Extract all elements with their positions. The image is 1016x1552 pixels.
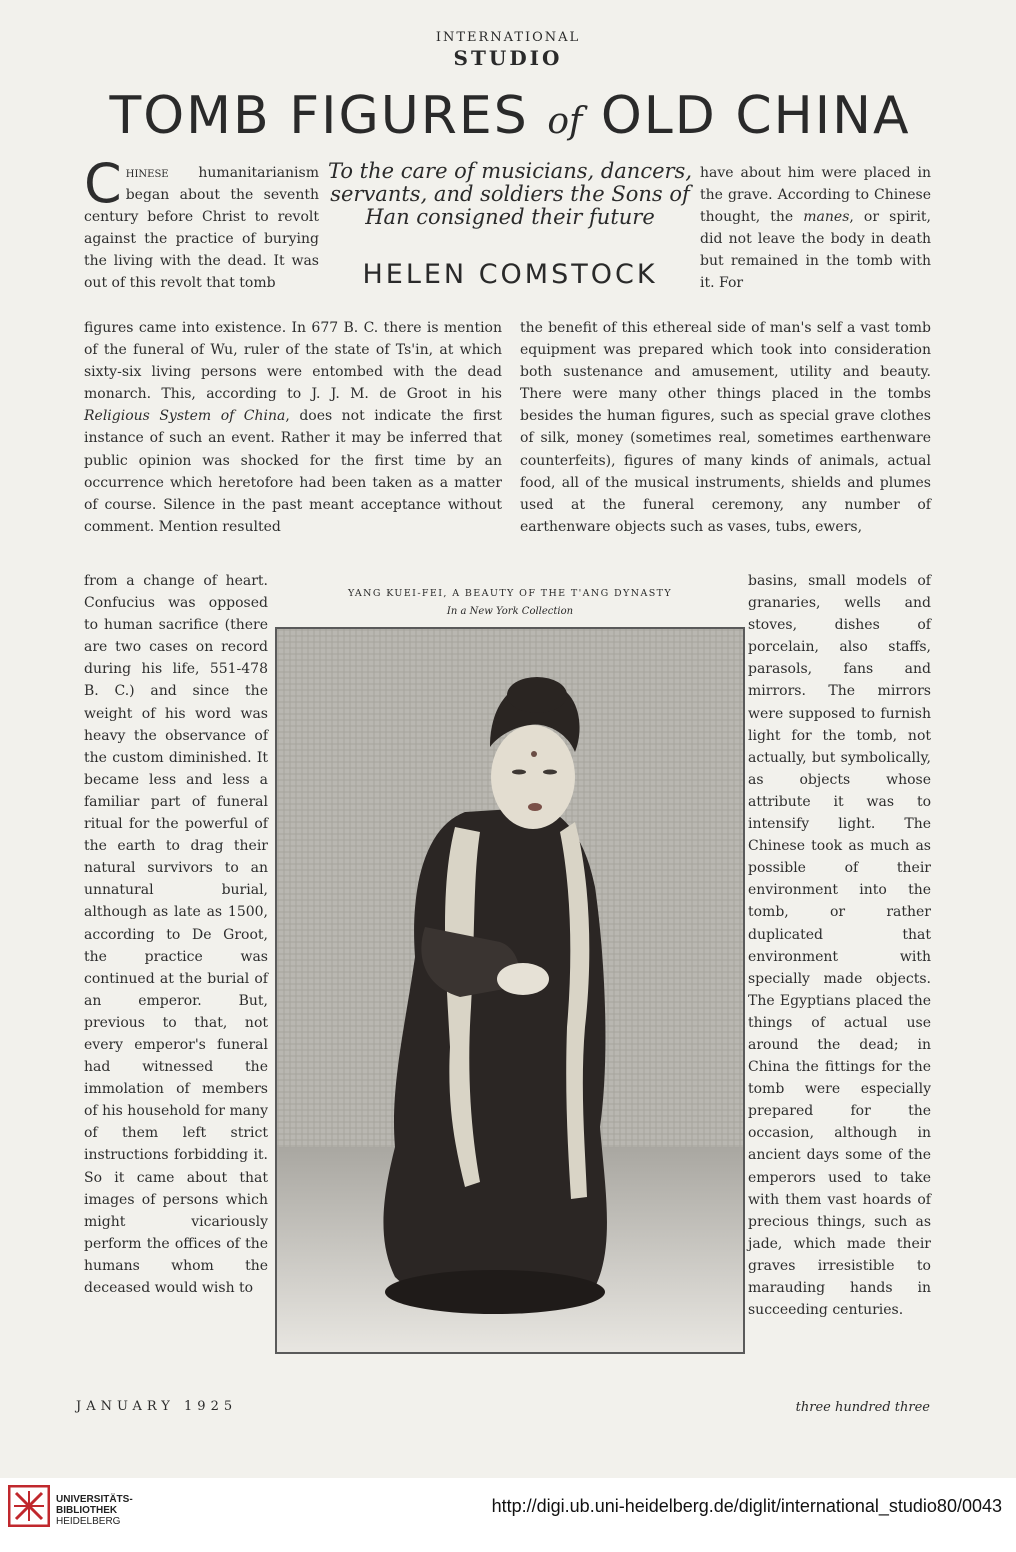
column3-narrow-text: basins, small models of granaries, wells and stoves, dishes of porcelain, also staffs, parasols, fans and mirrors. The mirrors were supposed to furnish light for the tomb, not actually, but symbolically, as objects whose attribute it was to intensify light. The Chinese took as much as possible of their environment into the tomb, or rather duplicated that environment with specially made objects. The Egyptians placed the things of actual use around the dead; in China the fittings for the tomb were especially prepared for the occasion, although in ancient days some of the emperors used to take with them vast hoards of precious things, such as jade, which made their graves irresistible to marauding hands in succeeding centuries.	[748, 573, 931, 1319]
column3-full-text: the benefit of this ethereal side of man's self a vast tomb equipment was prepared which took into consideration both sustenance and amusement, utility and beauty. There were many other things placed in the tombs besides the human figures, such as special grave clothes of silk, money (sometimes real, sometimes earthenware counterfeits), figures of many kinds of animals, actual food, all of the musical instruments, shields and plumes used at the funeral ceremony, any number of earthenware objects such as vases, tubs, ewers,	[520, 320, 931, 535]
column3-top-text	[700, 162, 931, 295]
page-number: three hundred three	[795, 1400, 930, 1415]
library-name-line2: BIBLIOTHEK	[56, 1505, 118, 1516]
issue-date: JANUARY 1925	[76, 1399, 238, 1414]
book-title-italic: Religious System of China	[84, 408, 286, 425]
figure-credit: In a New York Collection	[446, 606, 574, 617]
column1-top-text	[84, 152, 319, 295]
column3-top-body-b: , or spirit, did not leave the body in death but remained in the tomb with it. For	[700, 209, 931, 292]
title-part-b: OLD CHINA	[582, 86, 911, 146]
article-author: HELEN COMSTOCK	[362, 259, 658, 290]
source-url-link[interactable]: http://digi.ub.uni-heidelberg.de/diglit/international_studio80/0043	[491, 1496, 1002, 1516]
article-title	[60, 86, 960, 146]
university-library-logo-icon[interactable]	[8, 1485, 50, 1527]
lead-smallcaps: hinese	[125, 165, 169, 181]
masthead-studio: STUDIO	[453, 46, 563, 70]
figure-caption: YANG KUEI-FEI, A BEAUTY OF THE T'ANG DYNASTY	[347, 588, 673, 599]
masthead-international: INTERNATIONAL	[435, 30, 581, 45]
drop-cap: C	[84, 152, 122, 215]
library-name-line1: UNIVERSITÄTS-	[56, 1494, 133, 1505]
column3-top-body-a: have about him were placed in the grave. According to Chinese thought, the	[700, 165, 931, 226]
title-of: of	[547, 101, 583, 142]
article-subtitle: To the care of musicians, dancers, servants, and soldiers the Sons of Han consigned their future	[327, 159, 693, 229]
library-name-line3: HEIDELBERG	[56, 1516, 121, 1527]
column1-top-body: humanitarianism began about the seventh century before Christ to revolt against the practice of burying the living with the dead. It was out of this revolt that tomb	[84, 165, 319, 292]
library-name	[56, 1494, 133, 1527]
column1-full-body-a: figures came into existence. In 677 B. C. there is mention of the funeral of Wu, ruler of the state of Ts'in, at which sixty-six living persons were entombed with the dead monarch. This, according to J. J. M. de Groot in his	[84, 320, 502, 403]
title-part-a: TOMB FIGURES	[109, 86, 548, 146]
manes-italic: manes	[803, 209, 850, 226]
column1-full-body-b: , does not indicate the first instance of such an event. Rather it may be inferred that public opinion was shocked for the first time by an occurrence which heretofore had been taken as a matter of course. Silence in the past meant acceptance without comment. Mention resulted	[84, 408, 502, 535]
column1-full-text	[84, 317, 502, 538]
tomb-figure-photo	[275, 627, 745, 1354]
column1-narrow-text: from a change of heart. Confucius was opposed to human sacrifice (there are two cases on record during his life, 551-478 B. C.) and since the weight of his word was heavy the observance of the custom diminished. It became less and less a familiar part of funeral ritual for the powerful of the earth to drag their natural survivors to an unnatural burial, although as late as 1500, according to De Groot, the practice was continued at the burial of an emperor. But, previous to that, not every emperor's funeral had witnessed the immolation of members of his household for many of them left strict instructions forbidding it. So it came about that images of persons which might vicariously perform the offices of the humans whom the deceased would wish to	[84, 573, 268, 1296]
